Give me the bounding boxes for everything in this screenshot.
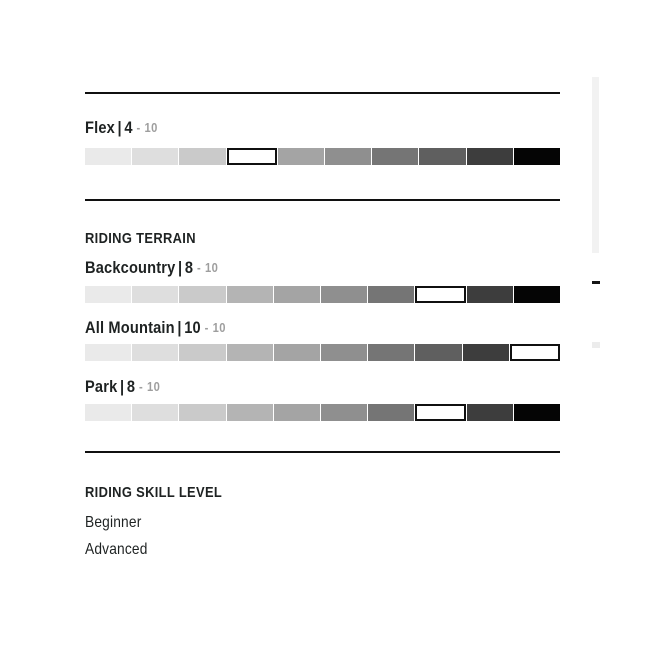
all-mountain-value: 10 [184, 318, 201, 337]
all-mountain-label: All Mountain [85, 318, 175, 337]
flex-value: 4 [124, 118, 133, 137]
rating-segment-active [415, 404, 465, 421]
rating-segment [278, 148, 324, 165]
skill-level-beginner: Beginner [85, 514, 142, 531]
flex-label: Flex [85, 118, 115, 137]
flex-rating-bar [85, 148, 560, 165]
rating-segment [179, 286, 225, 303]
rating-segment-active [510, 344, 560, 361]
skill-level-advanced: Advanced [85, 541, 148, 558]
pipe-separator: | [117, 118, 122, 137]
rating-segment-active [415, 286, 465, 303]
adjacent-content-fragment [592, 77, 599, 253]
rating-segment [227, 404, 273, 421]
divider [85, 199, 560, 201]
rating-segment [179, 344, 225, 361]
pipe-separator: | [119, 377, 125, 396]
park-label: Park [85, 377, 118, 396]
rating-segment [467, 286, 513, 303]
rating-segment [132, 286, 178, 303]
scale-dash: - [138, 379, 144, 394]
rating-segment [227, 344, 273, 361]
scale-max: 10 [205, 260, 219, 275]
rating-segment-active [227, 148, 277, 165]
rating-segment [274, 344, 320, 361]
rating-segment [463, 344, 509, 361]
rating-segment [368, 286, 414, 303]
backcountry-rating-bar [85, 286, 560, 303]
scale-dash: - [136, 120, 141, 135]
scale-dash: - [204, 320, 209, 335]
rating-segment [132, 148, 178, 165]
park-rating-bar [85, 404, 560, 421]
rating-segment [132, 344, 178, 361]
rating-segment [85, 404, 131, 421]
scale-max: 10 [146, 379, 161, 394]
rating-segment [368, 404, 414, 421]
rating-segment [179, 404, 225, 421]
rating-segment [321, 286, 367, 303]
product-specs-panel [85, 0, 560, 560]
rating-segment [514, 404, 560, 421]
rating-segment [372, 148, 418, 165]
backcountry-spec-label [85, 258, 560, 279]
rating-segment [467, 148, 513, 165]
backcountry-value: 8 [184, 258, 194, 277]
rating-segment [419, 148, 465, 165]
all-mountain-spec-label [85, 318, 560, 339]
rating-segment [467, 404, 513, 421]
pipe-separator: | [178, 258, 183, 277]
scale-dash: - [197, 260, 202, 275]
rating-segment [415, 344, 461, 361]
rating-segment [132, 404, 178, 421]
rating-segment [321, 404, 367, 421]
park-value: 8 [126, 377, 136, 396]
rating-segment [85, 344, 131, 361]
adjacent-content-fragment [592, 281, 600, 284]
rating-segment [274, 404, 320, 421]
scale-max: 10 [212, 320, 226, 335]
pipe-separator: | [177, 318, 182, 337]
backcountry-label: Backcountry [85, 258, 176, 277]
adjacent-content-fragment [592, 342, 600, 348]
riding-skill-heading: RIDING SKILL LEVEL [85, 484, 223, 501]
rating-segment [368, 344, 414, 361]
rating-segment [85, 148, 131, 165]
rating-segment [179, 148, 225, 165]
rating-segment [325, 148, 371, 165]
park-spec-label [85, 377, 560, 398]
rating-segment [227, 286, 273, 303]
rating-segment [514, 148, 560, 165]
scale-max: 10 [144, 120, 158, 135]
rating-segment [85, 286, 131, 303]
rating-segment [274, 286, 320, 303]
rating-segment [514, 286, 560, 303]
divider [85, 92, 560, 94]
riding-terrain-heading: RIDING TERRAIN [85, 230, 196, 247]
divider [85, 451, 560, 453]
flex-spec-label [85, 118, 560, 139]
all-mountain-rating-bar [85, 344, 560, 361]
rating-segment [321, 344, 367, 361]
